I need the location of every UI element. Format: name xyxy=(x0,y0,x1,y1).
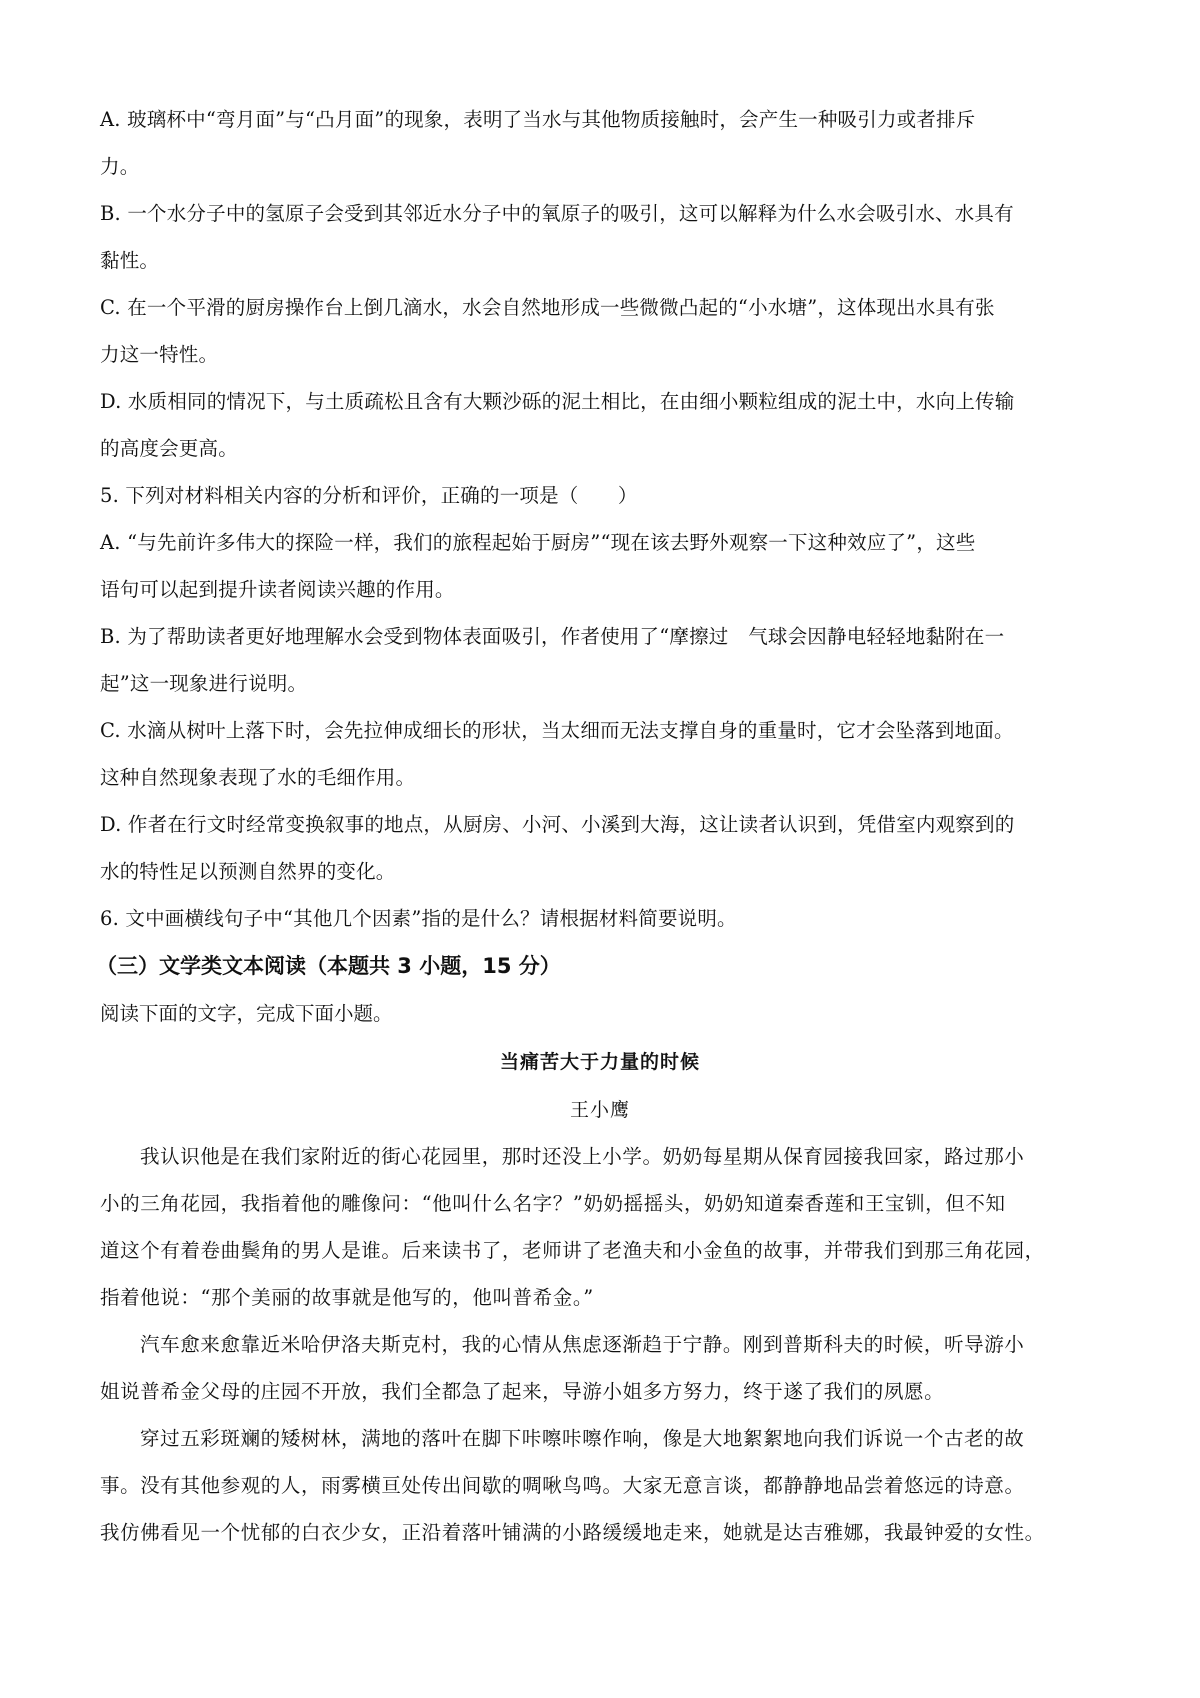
option-text: B. 一个水分子中的氢原子会受到其邻近水分子中的氧原子的吸引，这可以解释为什么水会吸引水、水具有 xyxy=(100,202,1014,225)
story-line: 姐说普希金父母的庄园不开放，我们全都急了起来，导游小姐多方努力，终于遂了我们的夙愿。 xyxy=(100,1380,945,1403)
story-author: 王小鹰 xyxy=(569,1099,630,1121)
option-text-continued: 这种自然现象表现了水的毛细作用。 xyxy=(100,766,416,789)
q4-option-b xyxy=(100,190,1100,284)
q5-option-b xyxy=(100,613,1100,707)
option-text: B. 为了帮助读者更好地理解水会受到物体表面吸引，作者使用了“摩擦过 气球会因静电轻轻地黏附在一 xyxy=(100,625,1005,648)
q5-option-c xyxy=(100,707,1100,801)
story-paragraph-2 xyxy=(100,1321,1100,1415)
option-text-continued: 的高度会更高。 xyxy=(100,437,238,460)
story-line: 事。没有其他参观的人，雨雾横亘处传出间歇的啁啾鸟鸣。大家无意言谈，都静静地品尝着悠远的诗意。 xyxy=(100,1474,1025,1497)
q5-stem: 5. 下列对材料相关内容的分析和评价，正确的一项是（ ） xyxy=(100,484,638,507)
section-instruction: 阅读下面的文字，完成下面小题。 xyxy=(100,1002,393,1025)
story-line: 汽车愈来愈靠近米哈伊洛夫斯克村，我的心情从焦虑逐渐趋于宁静。刚到普斯科夫的时候，听导游小 xyxy=(140,1333,1025,1356)
option-text: C. 在一个平滑的厨房操作台上倒几滴水，水会自然地形成一些微微凸起的“小水塘”，这体现出水具有张 xyxy=(100,296,995,319)
document-page xyxy=(96,96,1100,1556)
q5-option-a xyxy=(100,519,1100,613)
option-text: A. “与先前许多伟大的探险一样，我们的旅程起始于厨房”“现在该去野外观察一下这种效应了”，这些 xyxy=(100,531,976,554)
option-text-continued: 力。 xyxy=(100,155,140,178)
section-heading: （三）文学类文本阅读（本题共 3 小题，15 分） xyxy=(96,954,561,978)
q5-option-d xyxy=(100,801,1100,895)
story-line: 穿过五彩斑斓的矮树林，满地的落叶在脚下咔嚓咔嚓作响，像是大地絮絮地向我们诉说一个古老的故 xyxy=(140,1427,1025,1450)
story-line: 指着他说：“那个美丽的故事就是他写的，他叫普希金。” xyxy=(100,1286,594,1309)
story-paragraph-3 xyxy=(100,1415,1100,1556)
option-text-continued: 语句可以起到提升读者阅读兴趣的作用。 xyxy=(100,578,455,601)
option-text-continued: 起”这一现象进行说明。 xyxy=(100,672,308,695)
option-text: A. 玻璃杯中“弯月面”与“凸月面”的现象，表明了当水与其他物质接触时，会产生一种吸引力或者排斥 xyxy=(100,108,976,131)
story-line: 道这个有着卷曲鬓角的男人是谁。后来读书了，老师讲了老渔夫和小金鱼的故事，并带我们到那三角花园， xyxy=(100,1239,1045,1262)
option-text: D. 水质相同的情况下，与土质疏松且含有大颗沙砾的泥土相比，在由细小颗粒组成的泥土中，水向上传输 xyxy=(100,390,1015,413)
q4-option-d xyxy=(100,378,1100,472)
option-text-continued: 水的特性足以预测自然界的变化。 xyxy=(100,860,396,883)
option-text: D. 作者在行文时经常变换叙事的地点，从厨房、小河、小溪到大海，这让读者认识到，凭借室内观察到的 xyxy=(100,813,1015,836)
q6-stem: 6. 文中画横线句子中“其他几个因素”指的是什么？请根据材料简要说明。 xyxy=(100,907,737,930)
story-line: 小的三角花园，我指着他的雕像问：“他叫什么名字？”奶奶摇摇头，奶奶知道秦香莲和王宝钏，但不知 xyxy=(100,1192,1006,1215)
story-title: 当痛苦大于力量的时候 xyxy=(499,1051,700,1073)
option-text-continued: 黏性。 xyxy=(100,249,160,272)
story-paragraph-1 xyxy=(100,1133,1100,1321)
option-text-continued: 力这一特性。 xyxy=(100,343,219,366)
story-line: 我仿佛看见一个忧郁的白衣少女，正沿着落叶铺满的小路缓缓地走来，她就是达吉雅娜，我最钟爱的女性。 xyxy=(100,1521,1045,1544)
option-text: C. 水滴从树叶上落下时，会先拉伸成细长的形状，当太细而无法支撑自身的重量时，它才会坠落到地面。 xyxy=(100,719,1014,742)
story-line: 我认识他是在我们家附近的街心花园里，那时还没上小学。奶奶每星期从保育园接我回家，路过那小 xyxy=(140,1145,1025,1168)
q4-option-c xyxy=(100,284,1100,378)
q4-option-a xyxy=(100,96,1100,190)
